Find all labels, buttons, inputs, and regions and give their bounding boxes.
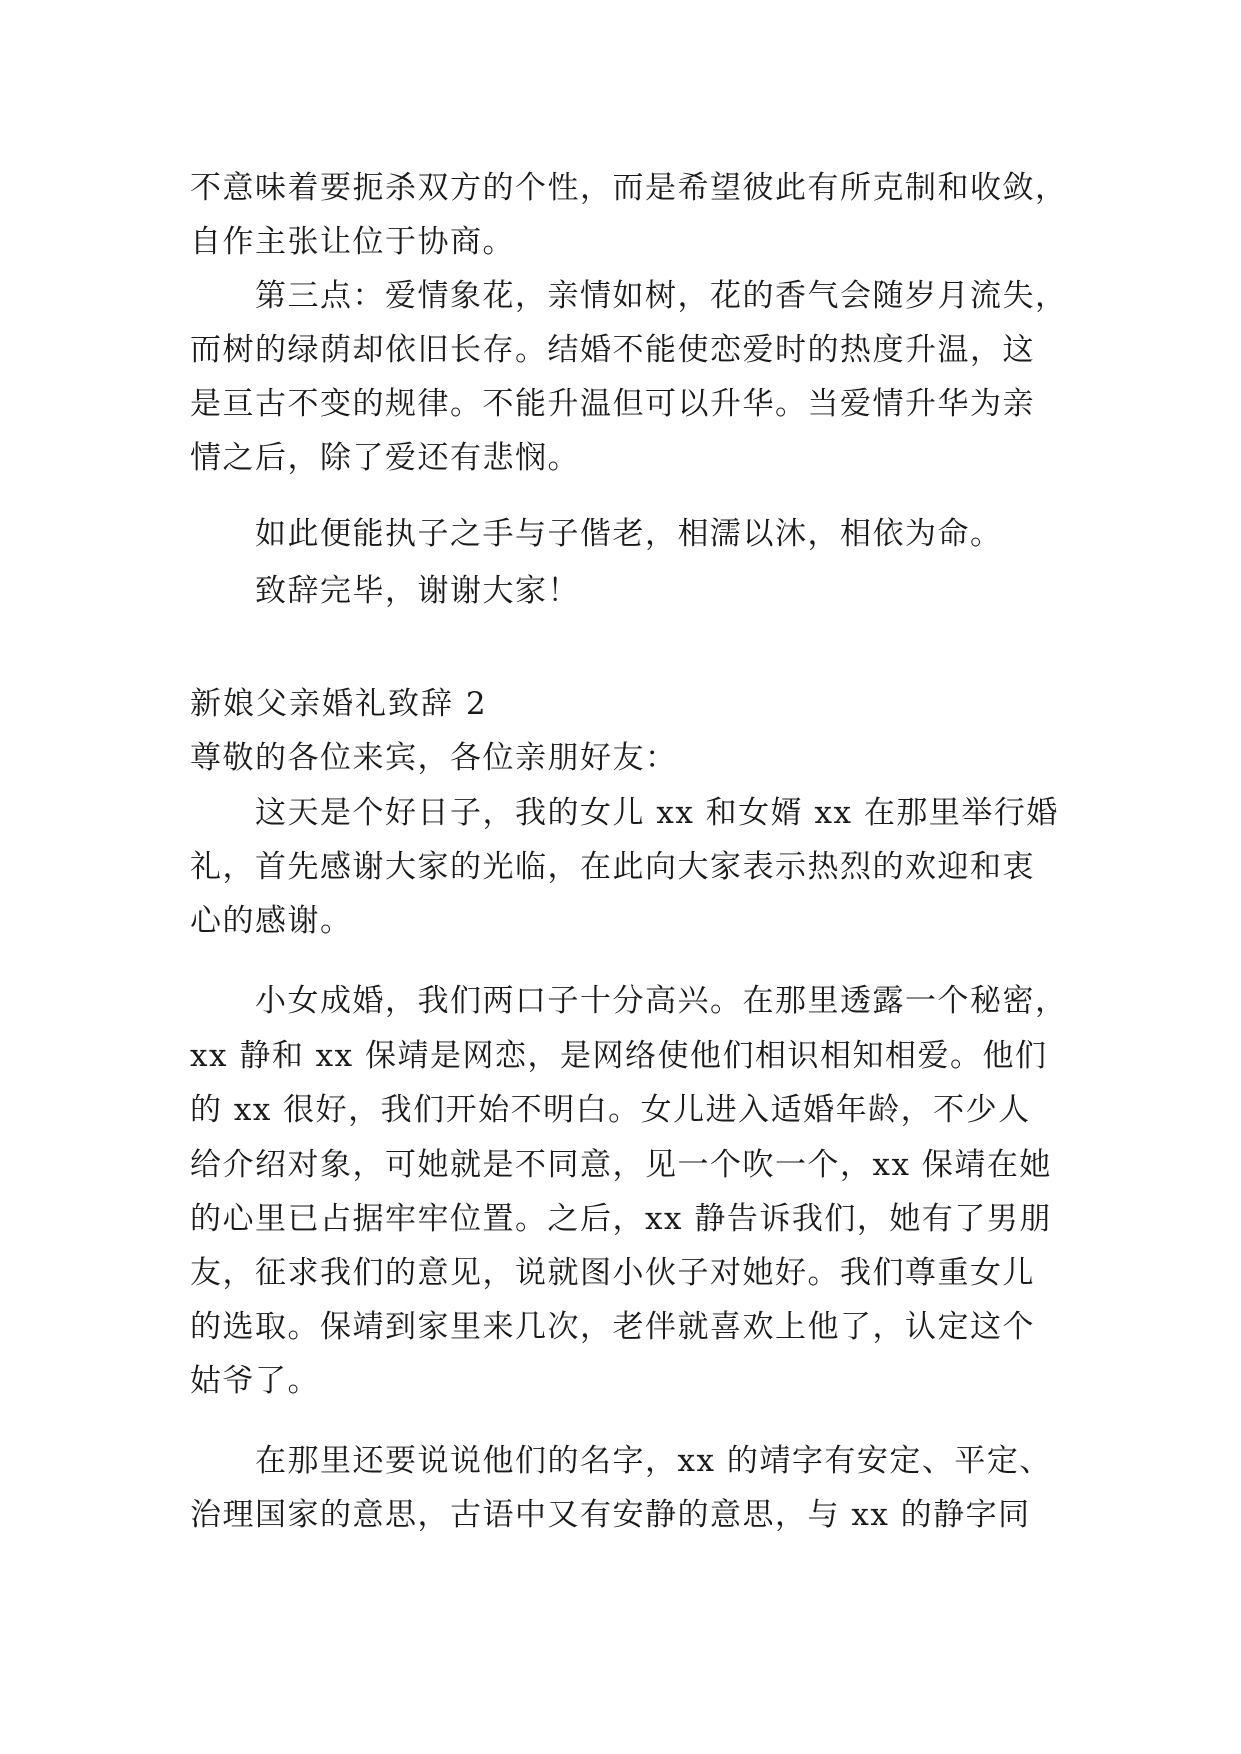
paragraph-line: 在那里还要说说他们的名字，xx 的靖字有安定、平定、 <box>255 1443 1052 1479</box>
paragraph-line: 第三点：爱情象花，亲情如树，花的香气会随岁月流失， <box>255 278 1068 314</box>
paragraph-line: xx 静和 xx 保靖是网恋，是网络使他们相识相知相爱。他们 <box>190 1038 1048 1074</box>
paragraph-line: 是亘古不变的规律。不能升温但可以升华。当爱情升华为亲 <box>190 386 1035 422</box>
paragraph-line: 心的感谢。 <box>190 903 353 939</box>
paragraph-line: 小女成婚，我们两口子十分高兴。在那里透露一个秘密， <box>255 983 1068 1019</box>
paragraph-line: 的心里已占据牢牢位置。之后，xx 静告诉我们，她有了男朋 <box>190 1201 1052 1237</box>
paragraph-line: 的选取。保靖到家里来几次，老伴就喜欢上他了，认定这个 <box>190 1309 1035 1345</box>
paragraph-line: 这天是个好日子，我的女儿 xx 和女婿 xx 在那里举行婚 <box>255 795 1059 831</box>
paragraph-line: 自作主张让位于协商。 <box>190 224 515 260</box>
paragraph-line: 的 xx 很好，我们开始不明白。女儿进入适婚年龄，不少人 <box>190 1092 1031 1128</box>
paragraph-line: 友，征求我们的意见，说就图小伙子对她好。我们尊重女儿 <box>190 1255 1035 1291</box>
paragraph-line: 而树的绿荫却依旧长存。结婚不能使恋爱时的热度升温，这 <box>190 332 1035 368</box>
paragraph-line: 不意味着要扼杀双方的个性，而是希望彼此有所克制和收敛， <box>190 170 1068 206</box>
paragraph-line: 治理国家的意思，古语中又有安静的意思，与 xx 的静字同 <box>190 1497 1031 1533</box>
paragraph-line: 情之后，除了爱还有悲悯。 <box>190 440 580 476</box>
section-title: 新娘父亲婚礼致辞 2 <box>190 686 488 722</box>
paragraph-line: 姑爷了。 <box>190 1363 320 1399</box>
paragraph-line: 礼，首先感谢大家的光临，在此向大家表示热烈的欢迎和衷 <box>190 849 1035 885</box>
paragraph-line: 致辞完毕，谢谢大家！ <box>255 573 580 609</box>
paragraph-line: 给介绍对象，可她就是不同意，见一个吹一个，xx 保靖在她 <box>190 1147 1052 1183</box>
paragraph-line: 如此便能执子之手与子偕老，相濡以沐，相依为命。 <box>255 516 1003 552</box>
salutation: 尊敬的各位来宾，各位亲朋好友： <box>190 740 678 776</box>
